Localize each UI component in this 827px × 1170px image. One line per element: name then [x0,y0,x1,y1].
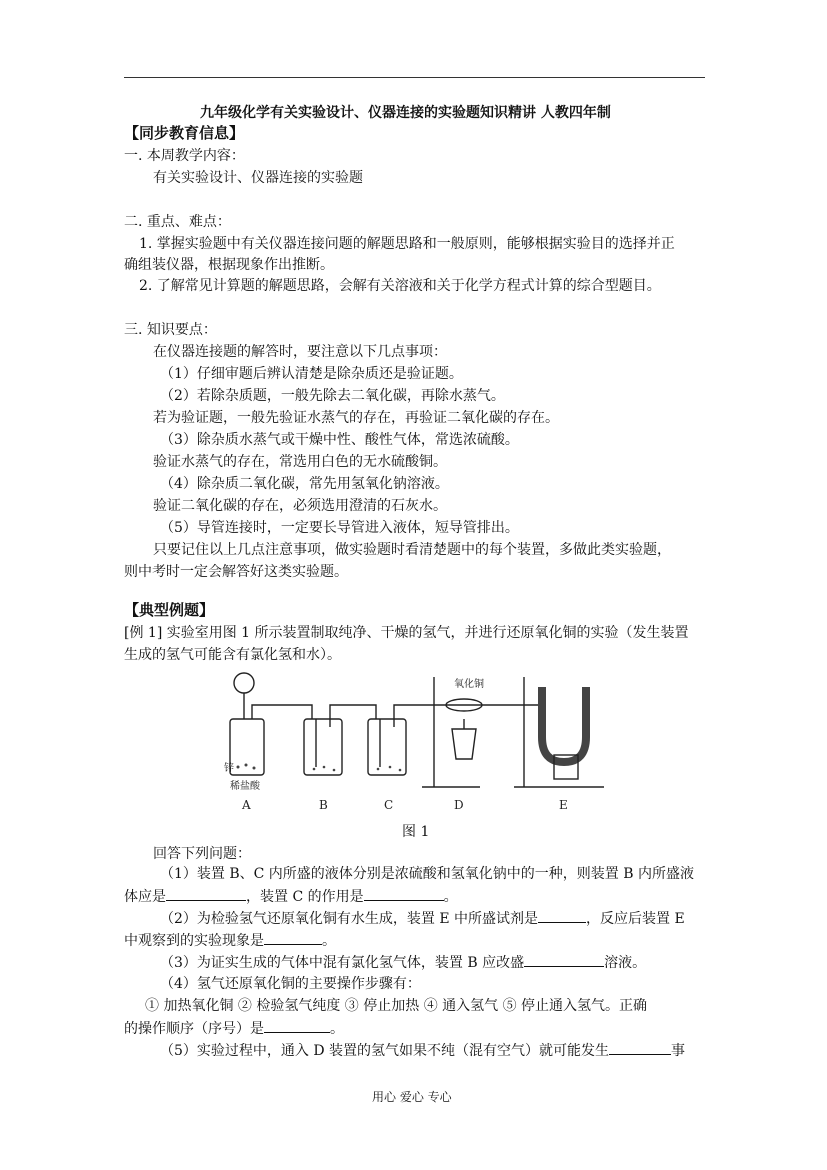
q1-text-b: 体应是 [124,889,166,905]
label-zinc: 锌 [224,763,234,774]
knowledge-point: （5）导管连接时，一定要长导管进入液体，短导管排出。 [160,520,519,536]
section-heading-examples: 【典型例题】 [124,601,215,619]
q4-line3 [124,1018,344,1039]
q5-text-b: 事 [671,1043,686,1059]
answer-blank[interactable] [264,1018,330,1033]
item2-label: 二. 重点、难点： [124,214,231,230]
label-e: E [559,798,568,812]
item2-line1: 1. 掌握实验题中有关仪器连接问题的解题思路和一般原则，能够根据实验目的选择并正 [139,236,675,252]
label-b: B [319,798,328,812]
q4-text-d: 。 [330,1021,344,1037]
q4-line2: ① 加热氧化铜 ② 检验氢气纯度 ③ 停止加热 ④ 通入氢气 ⑤ 停止通入氢气。正确 [145,998,648,1014]
q3-text-b: 溶液。 [604,955,647,971]
example-line1: [例 1] 实验室用图 1 所示装置制取纯净、干燥的氢气，并进行还原氧化铜的实验（发生装置 [124,625,689,641]
knowledge-point: （3）除杂质水蒸气或干燥中性、酸性气体，常选浓硫酸。 [160,432,519,448]
questions-intro: 回答下列问题： [153,846,251,862]
q3-line [160,952,646,973]
q1-line2 [124,886,458,907]
answer-blank[interactable] [524,952,604,967]
alcohol-lamp [452,729,476,759]
answer-blank[interactable] [538,908,586,923]
knowledge-point: 则中考时一定会解答好这类实验题。 [124,564,348,580]
answer-blank[interactable] [166,886,246,901]
knowledge-point: 验证水蒸气的存在，常选用白色的无水硫酸铜。 [153,454,447,470]
item3-label: 三. 知识要点： [124,322,217,338]
knowledge-point: （2）若除杂质题，一般先除去二氧化碳，再除水蒸气。 [160,388,505,404]
bottle-c [368,719,406,775]
label-a: A [242,798,251,812]
q2-line2 [124,930,336,951]
q2-text-c: 中观察到的实验现象是 [124,933,264,949]
q4-text-c: 的操作顺序（序号）是 [124,1021,264,1037]
item1-label: 一. 本周教学内容： [124,148,245,164]
q5-text-a: （5）实验过程中，通入 D 装置的氢气如果不纯（混有空气）就可能发生 [160,1043,610,1059]
answer-blank[interactable] [609,1040,671,1055]
q4-line1: （4）氢气还原氧化铜的主要操作步骤有： [160,976,421,992]
knowledge-point: （4）除杂质二氧化碳，常先用氢氧化钠溶液。 [160,476,449,492]
q2-text-a: （2）为检验氢气还原氧化铜有水生成，装置 E 中所盛试剂是 [160,911,539,927]
flask-a [230,719,264,775]
label-acid: 稀盐酸 [230,781,260,792]
knowledge-point: 在仪器连接题的解答时，要注意以下几点事项： [153,344,447,360]
label-c: C [384,798,394,812]
example-line2: 生成的氢气可能含有氯化氢和水）。 [124,647,341,663]
answer-blank[interactable] [264,930,322,945]
answer-blank[interactable] [364,886,444,901]
figure-caption: 图 1 [402,824,430,840]
label-cuo: 氧化铜 [454,679,484,690]
u-tube [542,687,586,762]
apparatus-figure [224,667,614,817]
q1-text-c: ，装置 C 的作用是 [246,889,364,905]
q2-line1 [160,908,685,929]
knowledge-point: 只要记住以上几点注意事项，做实验题时看清楚题中的每个装置，多做此类实验题， [153,542,671,558]
q3-text-a: （3）为证实生成的气体中混有氯化氢气体，装置 B 应改盛 [160,955,525,971]
header-rule [124,77,705,78]
q1-line1: （1）装置 B、C 内所盛的液体分别是浓硫酸和氢氧化钠中的一种，则装置 B 内所盛液 [160,866,694,882]
knowledge-point: （1）仔细审题后辨认清楚是除杂质还是验证题。 [160,366,463,382]
item2-line2: 确组装仪器，根据现象作出推断。 [124,257,334,273]
q2-text-d: 。 [322,933,336,949]
section-heading-sync: 【同步教育信息】 [124,124,245,142]
knowledge-point: 若为验证题，一般先验证水蒸气的存在，再验证二氧化碳的存在。 [153,410,559,426]
page-title: 九年级化学有关实验设计、仪器连接的实验题知识精讲 人教四年制 [200,105,611,121]
knowledge-point: 验证二氧化碳的存在，必须选用澄清的石灰水。 [153,498,447,514]
label-d: D [454,798,464,812]
separatory-funnel-bulb [234,673,254,693]
q2-text-b: ，反应后装置 E [586,911,685,927]
item2-line3: 2. 了解常见计算题的解题思路，会解有关溶液和关于化学方程式计算的综合型题目。 [139,278,661,294]
q5-line1 [160,1040,685,1061]
q1-text-d: 。 [443,889,458,905]
page-footer: 用心 爱心 专心 [372,1090,452,1104]
item1-text: 有关实验设计、仪器连接的实验题 [153,170,363,186]
